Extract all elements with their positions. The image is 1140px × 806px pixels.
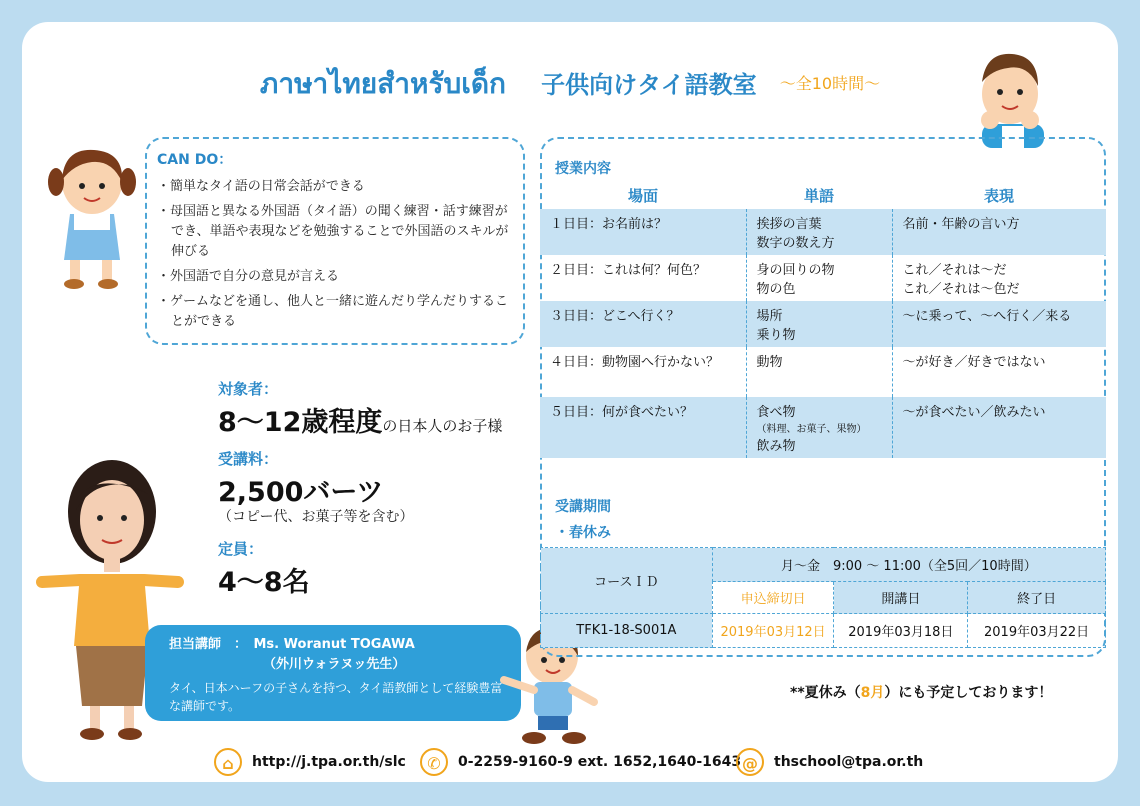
lesson-words: 挨拶の言葉 数字の数え方 — [746, 209, 892, 255]
can-do-item: ・ゲームなどを通し、他人と一緒に遊んだり学んだりすることができる — [157, 294, 509, 329]
title-subtitle: ～全10時間～ — [779, 74, 881, 93]
can-do-title: CAN DO： — [157, 152, 233, 168]
lesson-scene: ５日目：何が食べたい？ — [540, 397, 746, 458]
girl-illustration — [40, 140, 140, 290]
period-season: ・春休み — [555, 525, 611, 541]
lesson-row — [540, 397, 1106, 458]
lesson-words: 身の回りの物 物の色 — [746, 255, 892, 301]
lesson-row — [540, 301, 1106, 347]
lesson-scene: １日目：お名前は？ — [540, 209, 746, 255]
lesson-table — [540, 183, 1106, 458]
start-date: 2019年03月18日 — [834, 614, 968, 648]
fee-value: 2,500バーツ — [218, 477, 384, 508]
lessons-title: 授業内容 — [555, 161, 611, 177]
end-label: 終了日 — [968, 582, 1106, 614]
email-icon: @ — [736, 748, 764, 776]
fee-label: 受講料： — [218, 450, 279, 468]
teacher-description: タイ、日本ハーフの子さんを持つ、タイ語教師として経験豊富な講師です。 — [169, 681, 503, 713]
lesson-row — [540, 209, 1106, 255]
footer-phone[interactable]: ✆ 0-2259-9160-9 ext. 1652,1640-1643 — [420, 748, 741, 776]
lesson-words: 場所 乗り物 — [746, 301, 892, 347]
course-schedule: 月～金 9:00 ～ 11:00（全5回／10時間） — [712, 548, 1105, 582]
lesson-words: 動物 — [746, 347, 892, 397]
lesson-words: 食べ物 （料理、お菓子、果物） 飲み物 — [746, 397, 892, 458]
deadline-date: 2019年03月12日 — [712, 614, 834, 648]
lesson-row — [540, 347, 1106, 397]
end-date: 2019年03月22日 — [968, 614, 1106, 648]
lesson-expression: ～が食べたい／飲みたい — [892, 397, 1106, 458]
footer-url[interactable]: ⌂ http://j.tpa.or.th/slc — [214, 748, 406, 776]
title-thai: ภาษาไทยสำหรับเด็ก — [259, 67, 506, 100]
deadline-label: 申込締切日 — [712, 582, 834, 614]
lesson-scene: ２日目：これは何？何色？ — [540, 255, 746, 301]
summer-note: **夏休み（8月）にも予定しております！ — [790, 685, 1053, 701]
header-expressions: 表現 — [983, 187, 1014, 205]
header-words: 単語 — [803, 187, 834, 205]
lesson-row — [540, 255, 1106, 301]
can-do-item: ・外国語で自分の意見が言える — [157, 269, 340, 284]
lesson-scene: ３日目：どこへ行く？ — [540, 301, 746, 347]
target-value — [218, 400, 502, 439]
can-do-item: ・簡単なタイ語の日常会話ができる — [157, 179, 365, 194]
title-japanese: 子供向けタイ語教室 — [541, 71, 757, 99]
footer-email[interactable]: @ thschool@tpa.or.th — [736, 748, 923, 776]
target-suffix: の日本人のお子様 — [382, 417, 503, 435]
capacity-value: 4～8名 — [218, 567, 310, 598]
course-row — [541, 614, 1106, 648]
start-label: 開講日 — [834, 582, 968, 614]
teacher-label: 担当講師 ： Ms. Woranut TOGAWA — [169, 637, 415, 652]
lesson-expression: ～が好き／好きではない — [902, 355, 1046, 370]
teacher-name-jp: （外川ウォラヌッ先生） — [263, 657, 406, 672]
target-age: 8～12歳程度 — [218, 407, 383, 438]
header-scene: 場面 — [627, 187, 658, 205]
boy-peeking-illustration — [968, 42, 1050, 150]
capacity-label: 定員： — [218, 540, 264, 558]
phone-icon: ✆ — [420, 748, 448, 776]
period-title: 受講期間 — [555, 499, 611, 515]
lesson-scene: ４日目：動物園へ行かない？ — [540, 347, 746, 397]
course-table-top — [541, 548, 1106, 582]
teacher-info-box — [145, 625, 521, 721]
course-id-label: コースＩＤ — [541, 548, 713, 614]
lesson-expression: これ／それは～だ これ／それは～色だ — [902, 263, 1020, 297]
course-id: TFK1-18-S001A — [541, 614, 713, 648]
can-do-box — [145, 137, 525, 345]
target-label: 対象者： — [218, 380, 279, 398]
home-icon: ⌂ — [214, 748, 242, 776]
can-do-list — [157, 177, 517, 337]
lesson-expression: ～に乗って、～へ行く／来る — [892, 301, 1106, 347]
can-do-item: ・母国語と異なる外国語（タイ語）の聞く練習・話す練習ができ、単語や表現などを勉強することで外国語のスキルが伸びる — [157, 204, 509, 259]
lesson-table-header — [540, 183, 1106, 209]
fee-note: （コピー代、お菓子等を含む） — [218, 509, 414, 525]
lesson-expression: 名前・年齢の言い方 — [892, 209, 1106, 255]
course-table — [540, 547, 1106, 648]
